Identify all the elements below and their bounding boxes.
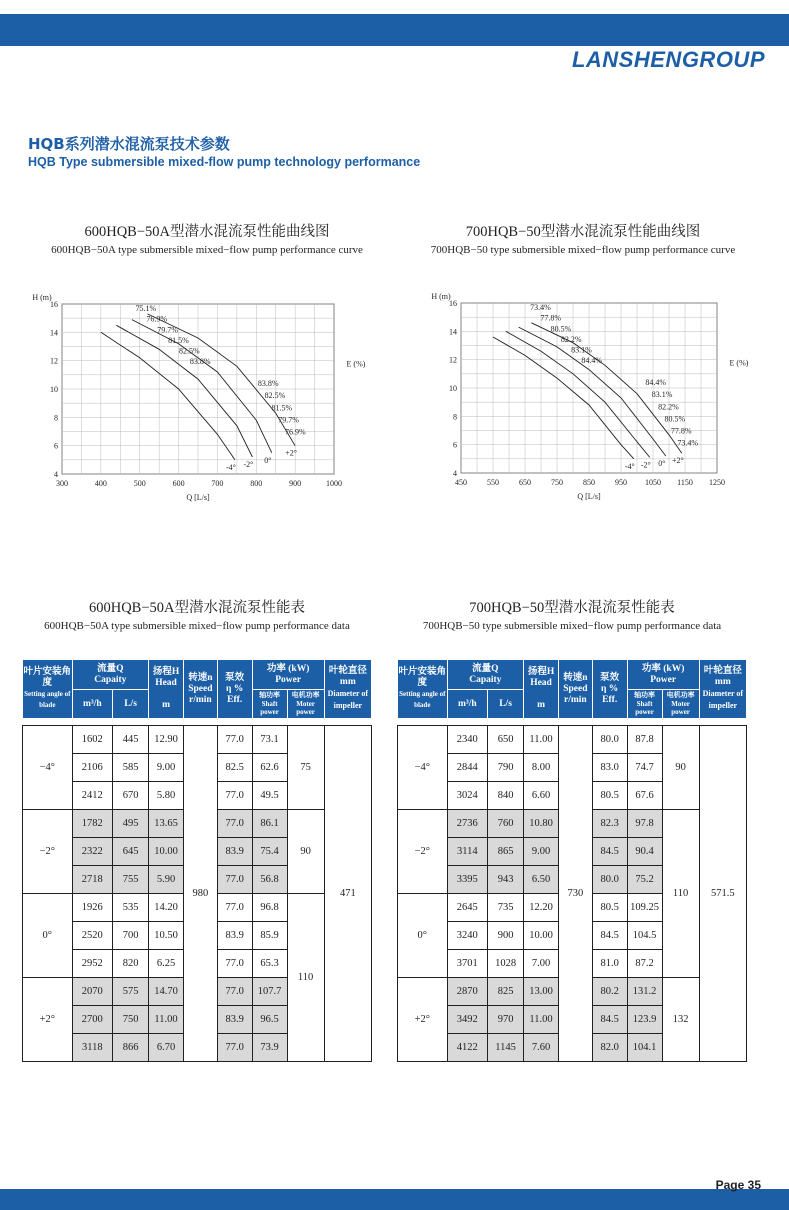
y-tick-label: 8	[54, 413, 58, 423]
efficiency-label: 76.9%	[146, 314, 167, 324]
head-curve-2	[132, 320, 272, 453]
col-head: 扬程H Head m	[524, 660, 559, 719]
angle-cell: −2°	[398, 810, 448, 894]
capacity-m3h-cell: 4122	[447, 1034, 488, 1062]
x-tick-label: 650	[519, 478, 531, 487]
y2-axis-label: E (%)	[729, 358, 749, 368]
speed-cell: 730	[558, 726, 592, 1062]
y-tick-label: 10	[449, 384, 457, 393]
col-capacity: 流量Q Capaity	[72, 660, 149, 690]
col-capacity-m3h: m³/h	[447, 690, 488, 719]
angle-cell: −2°	[23, 810, 73, 894]
efficiency-cell: 83.9	[217, 838, 252, 866]
head-cell: 7.60	[524, 1034, 559, 1062]
y-tick-label: 12	[50, 356, 58, 366]
efficiency-cell: 77.0	[217, 1034, 252, 1062]
bottom-banner	[0, 1189, 789, 1210]
section-title-en: HQB Type submersible mixed-flow pump technology performance	[28, 155, 421, 169]
motor-power-cell: 90	[287, 810, 324, 894]
head-cell: 5.90	[149, 866, 184, 894]
efficiency-label: 82.2%	[560, 334, 582, 344]
head-cell: 7.00	[524, 950, 559, 978]
angle-cell: 0°	[398, 894, 448, 978]
col-capacity-m3h: m³/h	[72, 690, 113, 719]
shaft-power-cell: 75.2	[627, 866, 662, 894]
capacity-m3h-cell: 2870	[447, 978, 488, 1006]
capacity-m3h-cell: 2952	[72, 950, 113, 978]
capacity-ls-cell: 900	[488, 922, 524, 950]
efficiency-label: 82.2%	[658, 402, 679, 412]
angle-label: +2°	[671, 456, 684, 466]
chart1-caption-en: 600HQB−50A type submersible mixed−flow pump performance curve	[51, 244, 363, 256]
col-diameter: 叶轮直径 mm Diameter of impeller	[699, 660, 746, 719]
head-cell: 10.00	[524, 922, 559, 950]
efficiency-label: 83.1%	[651, 390, 673, 400]
shaft-power-cell: 73.1	[252, 726, 287, 754]
motor-power-cell: 90	[662, 726, 699, 810]
capacity-m3h-cell: 2844	[447, 754, 488, 782]
shaft-power-cell: 87.2	[627, 950, 662, 978]
x-tick-label: 850	[583, 478, 595, 487]
head-cell: 14.20	[149, 894, 184, 922]
company-logo: LANSHENGROUP	[571, 47, 765, 72]
capacity-m3h-cell: 2322	[72, 838, 113, 866]
x-tick-label: 500	[133, 479, 146, 488]
shaft-power-cell: 65.3	[252, 950, 287, 978]
y-tick-label: 14	[50, 328, 58, 338]
x-tick-label: 700	[211, 479, 224, 488]
angle-label: -2°	[243, 460, 254, 469]
efficiency-cell: 80.2	[592, 978, 627, 1006]
table2-caption	[397, 596, 747, 632]
capacity-m3h-cell: 1782	[72, 810, 113, 838]
capacity-ls-cell: 865	[488, 838, 524, 866]
y-tick-label: 16	[449, 299, 457, 308]
efficiency-cell: 77.0	[217, 894, 252, 922]
capacity-ls-cell: 445	[113, 726, 149, 754]
capacity-m3h-cell: 2070	[72, 978, 113, 1006]
efficiency-cell: 77.0	[217, 726, 252, 754]
chart-700hqb	[395, 290, 789, 510]
angle-label: -2°	[640, 460, 651, 470]
capacity-ls-cell: 585	[113, 754, 149, 782]
shaft-power-cell: 107.7	[252, 978, 287, 1006]
capacity-m3h-cell: 2736	[447, 810, 488, 838]
shaft-power-cell: 74.7	[627, 754, 662, 782]
efficiency-cell: 80.0	[592, 866, 627, 894]
shaft-power-cell: 123.9	[627, 1006, 662, 1034]
efficiency-cell: 77.0	[217, 950, 252, 978]
capacity-ls-cell: 970	[488, 1006, 524, 1034]
capacity-m3h-cell: 2106	[72, 754, 113, 782]
shaft-power-cell: 87.8	[627, 726, 662, 754]
col-power: 功率 (kW) Power	[252, 660, 324, 690]
capacity-ls-cell: 943	[488, 866, 524, 894]
efficiency-label: 84.4%	[645, 378, 666, 388]
chart1-caption-cn: 600HQB−50A型潜水混流泵性能曲线图	[84, 224, 330, 240]
head-cell: 11.00	[524, 726, 559, 754]
table-row	[23, 726, 372, 754]
head-cell: 13.65	[149, 810, 184, 838]
capacity-ls-cell: 535	[113, 894, 149, 922]
angle-cell: −4°	[23, 726, 73, 810]
head-cell: 10.50	[149, 922, 184, 950]
head-cell: 11.00	[524, 1006, 559, 1034]
efficiency-cell: 82.5	[217, 754, 252, 782]
x-tick-label: 300	[56, 479, 68, 488]
col-head: 扬程H Head m	[149, 660, 184, 719]
col-speed: 转速n Speed r/min	[183, 660, 217, 719]
shaft-power-cell: 96.8	[252, 894, 287, 922]
head-cell: 10.00	[149, 838, 184, 866]
efficiency-cell: 82.3	[592, 810, 627, 838]
col-speed: 转速n Speed r/min	[558, 660, 592, 719]
y-axis-label: H (m)	[431, 292, 451, 301]
angle-cell: +2°	[23, 978, 73, 1062]
table2-caption-en: 700HQB−50 type submersible mixed−flow pump performance data	[422, 620, 722, 632]
efficiency-label: 83.1%	[571, 345, 592, 355]
shaft-power-cell: 104.1	[627, 1034, 662, 1062]
speed-cell: 980	[183, 726, 217, 1062]
efficiency-label: 82.5%	[178, 346, 200, 356]
table1-caption-cn: 600HQB−50A型潜水混流泵性能表	[88, 600, 305, 616]
shaft-power-cell: 104.5	[627, 922, 662, 950]
top-banner	[0, 14, 789, 46]
capacity-ls-cell: 495	[113, 810, 149, 838]
col-shaft-power: 轴功率 Shaft power	[627, 690, 662, 719]
capacity-m3h-cell: 2412	[72, 782, 113, 810]
shaft-power-cell: 67.6	[627, 782, 662, 810]
angle-cell: +2°	[398, 978, 448, 1062]
efficiency-cell: 84.5	[592, 1006, 627, 1034]
col-motor-power: 电机功率 Moter power	[662, 690, 699, 719]
angle-label: 0°	[264, 455, 272, 465]
shaft-power-cell: 75.4	[252, 838, 287, 866]
capacity-ls-cell: 840	[488, 782, 524, 810]
col-motor-power: 电机功率 Moter power	[287, 690, 324, 719]
shaft-power-cell: 85.9	[252, 922, 287, 950]
efficiency-label: 77.8%	[540, 313, 562, 323]
capacity-ls-cell: 1145	[488, 1034, 524, 1062]
x-tick-label: 1050	[645, 478, 661, 487]
efficiency-cell: 80.0	[592, 726, 627, 754]
capacity-ls-cell: 1028	[488, 950, 524, 978]
x-tick-label: 550	[487, 478, 499, 487]
x-tick-label: 1250	[709, 478, 725, 487]
table1-caption-en: 600HQB−50A type submersible mixed−flow pump performance data	[44, 620, 350, 632]
efficiency-label: 83.8%	[189, 357, 211, 367]
efficiency-label: 83.8%	[257, 379, 279, 389]
table2-caption-cn: 700HQB−50型潜水混流泵性能表	[469, 600, 675, 616]
head-cell: 6.70	[149, 1034, 184, 1062]
efficiency-cell: 80.5	[592, 782, 627, 810]
shaft-power-cell: 97.8	[627, 810, 662, 838]
x-tick-label: 400	[94, 479, 107, 488]
efficiency-cell: 82.0	[592, 1034, 627, 1062]
efficiency-label: 76.9%	[285, 427, 306, 437]
efficiency-cell: 84.5	[592, 922, 627, 950]
head-cell: 12.20	[524, 894, 559, 922]
head-curve-1	[116, 325, 252, 457]
efficiency-label: 81.5%	[271, 403, 293, 413]
capacity-ls-cell: 790	[488, 754, 524, 782]
shaft-power-cell: 90.4	[627, 838, 662, 866]
efficiency-cell: 77.0	[217, 782, 252, 810]
efficiency-cell: 83.9	[217, 922, 252, 950]
x-tick-label: 900	[289, 479, 302, 488]
head-cell: 11.00	[149, 1006, 184, 1034]
efficiency-label: 84.4%	[581, 356, 602, 366]
capacity-m3h-cell: 3395	[447, 866, 488, 894]
capacity-ls-cell: 866	[113, 1034, 149, 1062]
y-tick-label: 4	[453, 469, 457, 478]
capacity-ls-cell: 760	[488, 810, 524, 838]
page-number: Page 35	[715, 1178, 761, 1192]
efficiency-label: 79.7%	[278, 415, 299, 425]
shaft-power-cell: 109.25	[627, 894, 662, 922]
efficiency-cell: 83.0	[592, 754, 627, 782]
capacity-ls-cell: 750	[113, 1006, 149, 1034]
head-cell: 8.00	[524, 754, 559, 782]
head-cell: 6.50	[524, 866, 559, 894]
capacity-m3h-cell: 3024	[447, 782, 488, 810]
y-tick-label: 16	[50, 300, 58, 309]
shaft-power-cell: 73.9	[252, 1034, 287, 1062]
motor-power-cell: 132	[662, 978, 699, 1062]
col-capacity-ls: L/s	[113, 690, 149, 719]
x-tick-label: 600	[172, 479, 185, 488]
angle-cell: 0°	[23, 894, 73, 978]
capacity-m3h-cell: 3118	[72, 1034, 113, 1062]
x-tick-label: 800	[250, 479, 263, 488]
head-curve-2	[519, 327, 666, 456]
efficiency-cell: 77.0	[217, 866, 252, 894]
capacity-m3h-cell: 2700	[72, 1006, 113, 1034]
capacity-m3h-cell: 1926	[72, 894, 113, 922]
head-cell: 14.70	[149, 978, 184, 1006]
efficiency-label: 80.5%	[550, 324, 572, 334]
y-axis-label: H (m)	[32, 293, 52, 302]
capacity-m3h-cell: 3114	[447, 838, 488, 866]
capacity-m3h-cell: 3492	[447, 1006, 488, 1034]
chart2-caption	[398, 220, 768, 256]
performance-table-700hqb	[397, 659, 747, 1062]
efficiency-cell: 83.9	[217, 1006, 252, 1034]
shaft-power-cell: 96.5	[252, 1006, 287, 1034]
diameter-cell: 571.5	[699, 726, 746, 1062]
col-power: 功率 (kW) Power	[627, 660, 699, 690]
x-tick-label: 1000	[326, 479, 342, 488]
col-setting-angle: 叶片安装角度 Setting angle of blade	[398, 660, 448, 719]
y-tick-label: 14	[449, 327, 457, 337]
capacity-ls-cell: 650	[488, 726, 524, 754]
capacity-m3h-cell: 2718	[72, 866, 113, 894]
capacity-ls-cell: 820	[113, 950, 149, 978]
efficiency-cell: 80.5	[592, 894, 627, 922]
efficiency-label: 75.1%	[135, 304, 157, 314]
efficiency-cell: 77.0	[217, 978, 252, 1006]
chart-600hqb	[0, 290, 395, 510]
x-tick-label: 950	[615, 478, 627, 487]
capacity-ls-cell: 645	[113, 838, 149, 866]
col-efficiency: 泵效 η % Eff.	[217, 660, 252, 719]
head-cell: 10.80	[524, 810, 559, 838]
capacity-ls-cell: 825	[488, 978, 524, 1006]
head-cell: 9.00	[149, 754, 184, 782]
col-capacity: 流量Q Capaity	[447, 660, 524, 690]
capacity-ls-cell: 700	[113, 922, 149, 950]
capacity-ls-cell: 735	[488, 894, 524, 922]
motor-power-cell: 75	[287, 726, 324, 810]
capacity-m3h-cell: 2340	[447, 726, 488, 754]
head-cell: 6.25	[149, 950, 184, 978]
angle-cell: −4°	[398, 726, 448, 810]
y-tick-label: 12	[449, 355, 457, 365]
shaft-power-cell: 86.1	[252, 810, 287, 838]
efficiency-label: 79.7%	[157, 325, 178, 335]
angle-label: +2°	[285, 448, 298, 458]
section-title-cn: HQB系列潜水混流泵技术参数	[28, 135, 230, 153]
efficiency-label: 82.5%	[264, 391, 286, 401]
motor-power-cell: 110	[662, 810, 699, 978]
y-tick-label: 6	[453, 440, 457, 450]
capacity-ls-cell: 670	[113, 782, 149, 810]
angle-label: -4°	[624, 461, 635, 471]
y-tick-label: 6	[54, 441, 58, 451]
head-cell: 13.00	[524, 978, 559, 1006]
capacity-m3h-cell: 2645	[447, 894, 488, 922]
efficiency-cell: 77.0	[217, 810, 252, 838]
efficiency-label: 80.5%	[664, 414, 686, 424]
angle-label: 0°	[658, 459, 666, 468]
performance-table-600hqb	[22, 659, 372, 1062]
y-tick-label: 10	[50, 385, 58, 394]
y-tick-label: 4	[54, 470, 58, 479]
shaft-power-cell: 131.2	[627, 978, 662, 1006]
capacity-ls-cell: 755	[113, 866, 149, 894]
efficiency-cell: 84.5	[592, 838, 627, 866]
capacity-m3h-cell: 3701	[447, 950, 488, 978]
chart2-caption-cn: 700HQB−50型潜水混流泵性能曲线图	[465, 224, 701, 240]
shaft-power-cell: 62.6	[252, 754, 287, 782]
col-efficiency: 泵效 η % Eff.	[592, 660, 627, 719]
x-tick-label: 750	[551, 478, 563, 487]
head-cell: 9.00	[524, 838, 559, 866]
x-tick-label: 1150	[677, 478, 693, 487]
efficiency-cell: 81.0	[592, 950, 627, 978]
table1-caption	[22, 596, 372, 632]
chart1-caption	[22, 220, 392, 256]
x-tick-label: 450	[455, 478, 467, 487]
capacity-m3h-cell: 3240	[447, 922, 488, 950]
head-curve-0	[101, 332, 235, 460]
capacity-m3h-cell: 1602	[72, 726, 113, 754]
head-cell: 5.80	[149, 782, 184, 810]
shaft-power-cell: 56.8	[252, 866, 287, 894]
capacity-m3h-cell: 2520	[72, 922, 113, 950]
col-diameter: 叶轮直径 mm Diameter of impeller	[324, 660, 371, 719]
x-axis-label: Q [L/s]	[186, 493, 210, 502]
x-axis-label: Q [L/s]	[577, 492, 601, 501]
motor-power-cell: 110	[287, 894, 324, 1062]
table-row	[398, 726, 747, 754]
angle-label: -4°	[225, 462, 236, 472]
efficiency-label: 77.8%	[670, 426, 692, 436]
head-curve-0	[493, 334, 634, 459]
efficiency-label: 81.5%	[168, 335, 189, 345]
y-tick-label: 8	[453, 412, 457, 422]
efficiency-label: 73.4%	[677, 438, 698, 448]
col-capacity-ls: L/s	[488, 690, 524, 719]
chart2-caption-en: 700HQB−50 type submersible mixed−flow pump performance curve	[430, 244, 736, 256]
diameter-cell: 471	[324, 726, 371, 1062]
efficiency-label: 73.4%	[530, 303, 551, 313]
head-cell: 6.60	[524, 782, 559, 810]
y2-axis-label: E (%)	[346, 359, 366, 369]
head-cell: 12.90	[149, 726, 184, 754]
col-shaft-power: 轴功率 Shaft power	[252, 690, 287, 719]
col-setting-angle: 叶片安装角度 Setting angle of blade	[23, 660, 73, 719]
capacity-ls-cell: 575	[113, 978, 149, 1006]
shaft-power-cell: 49.5	[252, 782, 287, 810]
